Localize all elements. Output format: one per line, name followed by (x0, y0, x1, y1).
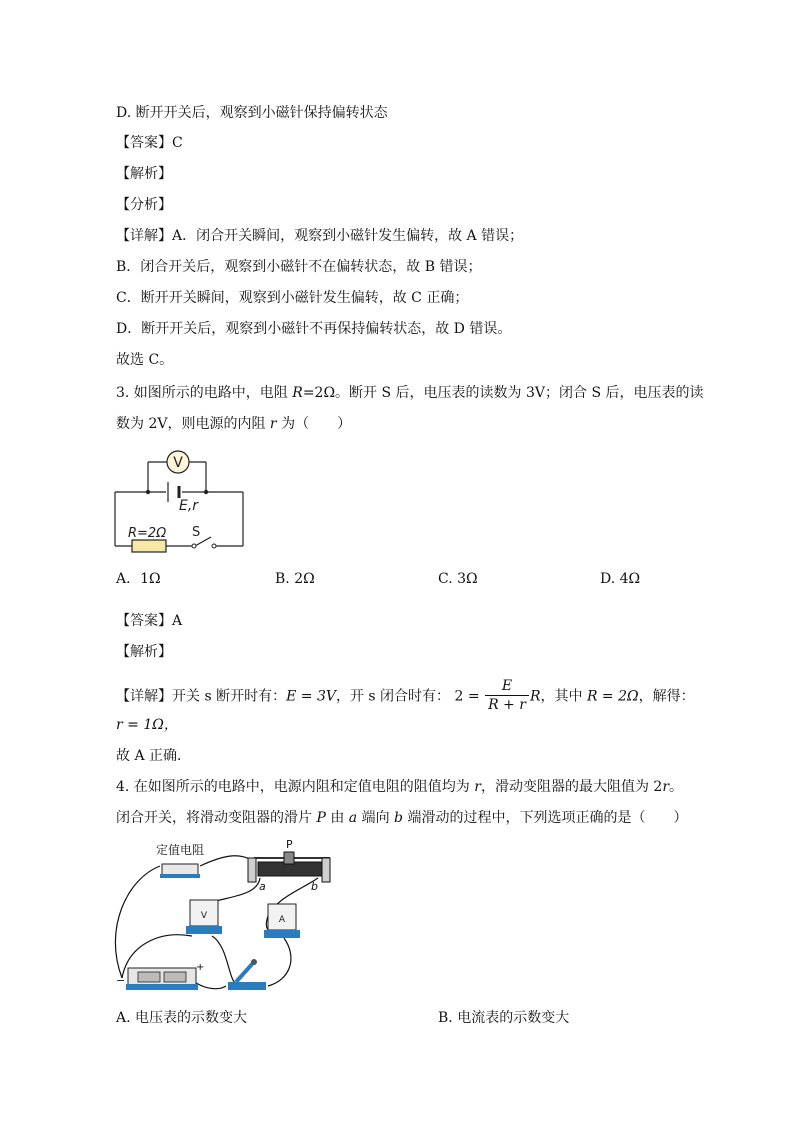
q3-equation-2-left: 2 = (454, 688, 480, 705)
resistor-icon (132, 540, 166, 552)
q3-option-c: C. 3Ω (438, 571, 478, 587)
q3-detail-mid2: ，其中 (540, 688, 583, 705)
q2-conclusion: 故选 C。 (116, 352, 174, 368)
plus-label: + (196, 962, 205, 973)
switch-handle (251, 959, 257, 965)
q3-analysis-heading: 【解析】 (116, 644, 172, 660)
rheostat-end (322, 858, 330, 882)
q4-stem-text: 。 (669, 779, 684, 795)
q3-option-a: A．1Ω (116, 571, 161, 587)
end-a-label: a (259, 880, 266, 893)
q3-option-b: B. 2Ω (275, 571, 315, 587)
q4-stem-line1 (116, 777, 683, 797)
q3-equation-3: R = 2Ω (586, 688, 639, 705)
ammeter-base (264, 930, 300, 938)
voltmeter-base (186, 926, 222, 934)
q2-detail-b: B．闭合开关后，观察到小磁针不在偏转状态，故 B 错误； (116, 259, 482, 275)
q3-fraction (485, 677, 529, 714)
q3-equation-2-R: R (529, 688, 541, 705)
wire (212, 936, 236, 984)
switch-icon (236, 962, 254, 982)
q3-stem-r: r (269, 416, 277, 432)
wire (200, 856, 252, 866)
voltmeter-label: V (173, 455, 183, 471)
q3-result: r = 1Ω， (116, 717, 178, 733)
q3-detail-line (116, 678, 695, 715)
q2-option-d: D. 断开开关后，观察到小磁针保持偏转状态 (116, 105, 388, 121)
q3-detail-prefix: 【详解】开关 s 断开时有： (116, 688, 287, 705)
q3-detail-mid: ，开 s 闭合时有： (335, 688, 451, 705)
battery-cell (138, 972, 160, 982)
ammeter-label: A (278, 915, 286, 925)
rheostat-slider-icon (284, 852, 294, 864)
q3-option-d: D. 4Ω (600, 571, 641, 587)
switch-label: S (192, 525, 201, 540)
q4-option-a: A. 电压表的示数变大 (116, 1010, 248, 1026)
q4-stem-text: 由 (325, 810, 349, 826)
q4-stem-r: r (662, 779, 670, 795)
q3-equation-1: E = 3V (286, 688, 336, 705)
q3-stem-text: 3. 如图所示的电路中，电阻 (116, 385, 293, 401)
q2-detail-a: 【详解】A．闭合开关瞬间，观察到小磁针发生偏转，故 A 错误； (116, 228, 524, 244)
rheostat-end (248, 858, 256, 882)
q4-stem-text: 端滑动的过程中，下列选项正确的是（ ） (403, 810, 688, 826)
fixed-resistor-label: 定值电阻 (156, 843, 205, 857)
battery-base (126, 984, 198, 990)
q3-stem-R: R (292, 385, 303, 401)
q3-detail-suffix: ，解得： (638, 688, 695, 705)
q4-stem-text: ，滑动变阻器的最大阻值为 2 (480, 779, 663, 795)
q2-analysis-heading: 【解析】 (116, 166, 172, 182)
q2-fenxi-heading: 【分析】 (116, 197, 172, 213)
fixed-resistor-base (160, 874, 200, 878)
q2-detail-c: C．断开开关瞬间，观察到小磁针发生偏转，故 C 正确； (116, 290, 469, 306)
q4-stem-a: a (348, 810, 358, 826)
slider-label: P (286, 838, 293, 851)
q4-stem-text: 端向 (357, 810, 395, 826)
q4-stem-b: b (394, 810, 404, 826)
minus-label: − (116, 974, 126, 987)
switch-base (228, 982, 266, 990)
junction-dot (146, 490, 150, 494)
q3-conclusion: 故 A 正确． (116, 748, 192, 764)
wire (268, 938, 291, 986)
q4-stem-P: P (316, 810, 326, 826)
q3-fraction-numerator: E (485, 677, 529, 696)
q4-stem-line2 (116, 808, 687, 828)
q2-answer: 【答案】C (116, 135, 183, 151)
q3-answer: 【答案】A (116, 613, 183, 629)
junction-dot (204, 490, 208, 494)
q3-stem-line1 (116, 383, 704, 403)
q4-option-b: B. 电流表的示数变大 (438, 1010, 570, 1026)
q3-stem-text: 数为 2V，则电源的内阻 (116, 416, 270, 432)
end-b-label: b (311, 880, 318, 893)
battery-cell (164, 972, 186, 982)
q4-stem-r: r (474, 779, 481, 795)
voltmeter-label: V (200, 911, 208, 921)
source-label: E,r (179, 498, 199, 514)
q3-fraction-denominator: R + r (488, 697, 526, 713)
q4-stem-text: 闭合开关，将滑动变阻器的滑片 (116, 810, 317, 826)
q3-stem-line2 (116, 414, 351, 434)
q3-stem-text: 为（ ） (276, 416, 352, 432)
q2-detail-d: D．断开开关后，观察到小磁针不再保持偏转状态，故 D 错误。 (116, 321, 512, 337)
wire (196, 983, 226, 989)
switch-terminal (212, 544, 216, 548)
q4-stem-text: 4. 在如图所示的电路中，电源内阻和定值电阻的阻值均为 (116, 779, 475, 795)
wire (115, 866, 160, 978)
q3-stem-text: =2Ω。断开 S 后，电压表的读数为 3V；闭合 S 后，电压表的读 (302, 385, 704, 401)
resistor-label: R=2Ω (128, 526, 167, 541)
q4-circuit-photo-diagram (108, 838, 338, 998)
q3-circuit-diagram (108, 446, 258, 556)
switch-terminal (192, 544, 196, 548)
